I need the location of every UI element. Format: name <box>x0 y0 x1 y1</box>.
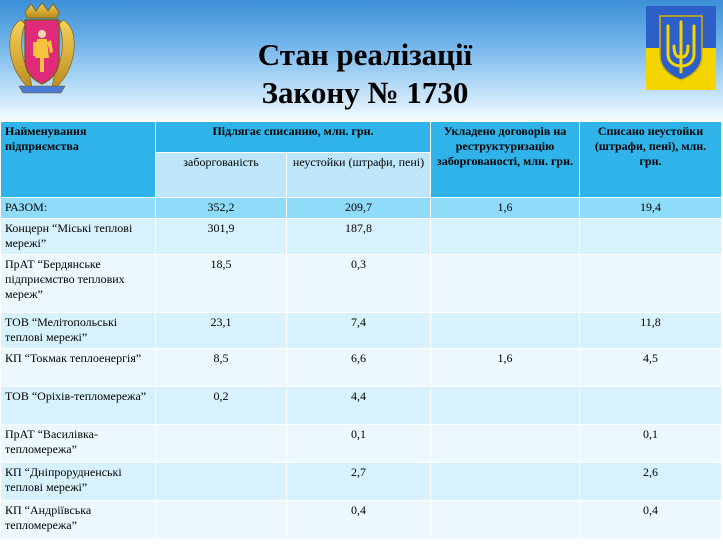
table-row <box>1 463 722 501</box>
total-penalty: 209,7 <box>287 198 431 219</box>
cell-written <box>580 387 722 425</box>
table-row <box>1 387 722 425</box>
cell-name: КП “Токмак теплоенергія” <box>1 349 156 387</box>
cell-debt: 18,5 <box>156 255 287 313</box>
cell-penalty: 4,4 <box>287 387 431 425</box>
cell-contracts: 1,6 <box>431 349 580 387</box>
cell-name: КП “Дніпрорудненські теплові мережі” <box>1 463 156 501</box>
header-contracts: Укладено договорів на реструктуризацію заборгованості, млн. грн. <box>431 122 580 198</box>
cell-name: ТОВ “Оріхів-тепломережа” <box>1 387 156 425</box>
title-line-1: Стан реалізації <box>257 37 473 72</box>
total-written: 19,4 <box>580 198 722 219</box>
cell-debt <box>156 501 287 539</box>
title-line-2: Закону № 1730 <box>261 75 469 110</box>
cell-written <box>580 255 722 313</box>
total-name: РАЗОМ: <box>1 198 156 219</box>
header-debt: заборгованість <box>156 153 287 198</box>
cell-contracts <box>431 501 580 539</box>
header-name: Найменування підприємства <box>1 122 156 198</box>
cell-penalty: 2,7 <box>287 463 431 501</box>
cell-contracts <box>431 425 580 463</box>
cell-contracts <box>431 387 580 425</box>
table-row <box>1 219 722 255</box>
zaporizhzhia-coat-of-arms-icon <box>3 2 81 95</box>
cell-written <box>580 219 722 255</box>
header-penalty: неустойки (штрафи, пені) <box>287 153 431 198</box>
cell-debt: 301,9 <box>156 219 287 255</box>
cell-written: 0,1 <box>580 425 722 463</box>
cell-debt: 8,5 <box>156 349 287 387</box>
cell-penalty: 0,4 <box>287 501 431 539</box>
total-debt: 352,2 <box>156 198 287 219</box>
cell-penalty: 187,8 <box>287 219 431 255</box>
cell-written: 2,6 <box>580 463 722 501</box>
total-contracts: 1,6 <box>431 198 580 219</box>
cell-debt: 23,1 <box>156 313 287 349</box>
cell-name: ПрАТ “Василівка-тепломережа” <box>1 425 156 463</box>
cell-debt <box>156 425 287 463</box>
cell-name: ПрАТ “Бердянське підприємство теплових мереж” <box>1 255 156 313</box>
table-row <box>1 425 722 463</box>
slide-header <box>0 0 723 121</box>
cell-contracts <box>431 219 580 255</box>
table-row <box>1 501 722 539</box>
cell-penalty: 7,4 <box>287 313 431 349</box>
cell-written: 11,8 <box>580 313 722 349</box>
cell-contracts <box>431 463 580 501</box>
table-row <box>1 313 722 349</box>
header-written-off: Підлягає списанню, млн. грн. <box>156 122 431 153</box>
cell-penalty: 6,6 <box>287 349 431 387</box>
cell-name: Концерн “Міські теплові мережі” <box>1 219 156 255</box>
table-row <box>1 349 722 387</box>
cell-debt <box>156 463 287 501</box>
cell-name: КП “Андріївська тепломережа” <box>1 501 156 539</box>
law-implementation-table <box>0 121 722 539</box>
table-body <box>1 219 722 539</box>
cell-penalty: 0,1 <box>287 425 431 463</box>
cell-contracts <box>431 255 580 313</box>
cell-name: ТОВ “Мелітопольські теплові мережі” <box>1 313 156 349</box>
cell-written: 4,5 <box>580 349 722 387</box>
cell-written: 0,4 <box>580 501 722 539</box>
cell-contracts <box>431 313 580 349</box>
cell-debt: 0,2 <box>156 387 287 425</box>
cell-penalty: 0,3 <box>287 255 431 313</box>
ukraine-trident-coat-of-arms-icon <box>646 6 716 90</box>
header-written: Списано неустойки (штрафи, пені), млн. грн. <box>580 122 722 198</box>
total-row <box>1 198 722 219</box>
page-title <box>150 36 580 112</box>
table-row <box>1 255 722 313</box>
